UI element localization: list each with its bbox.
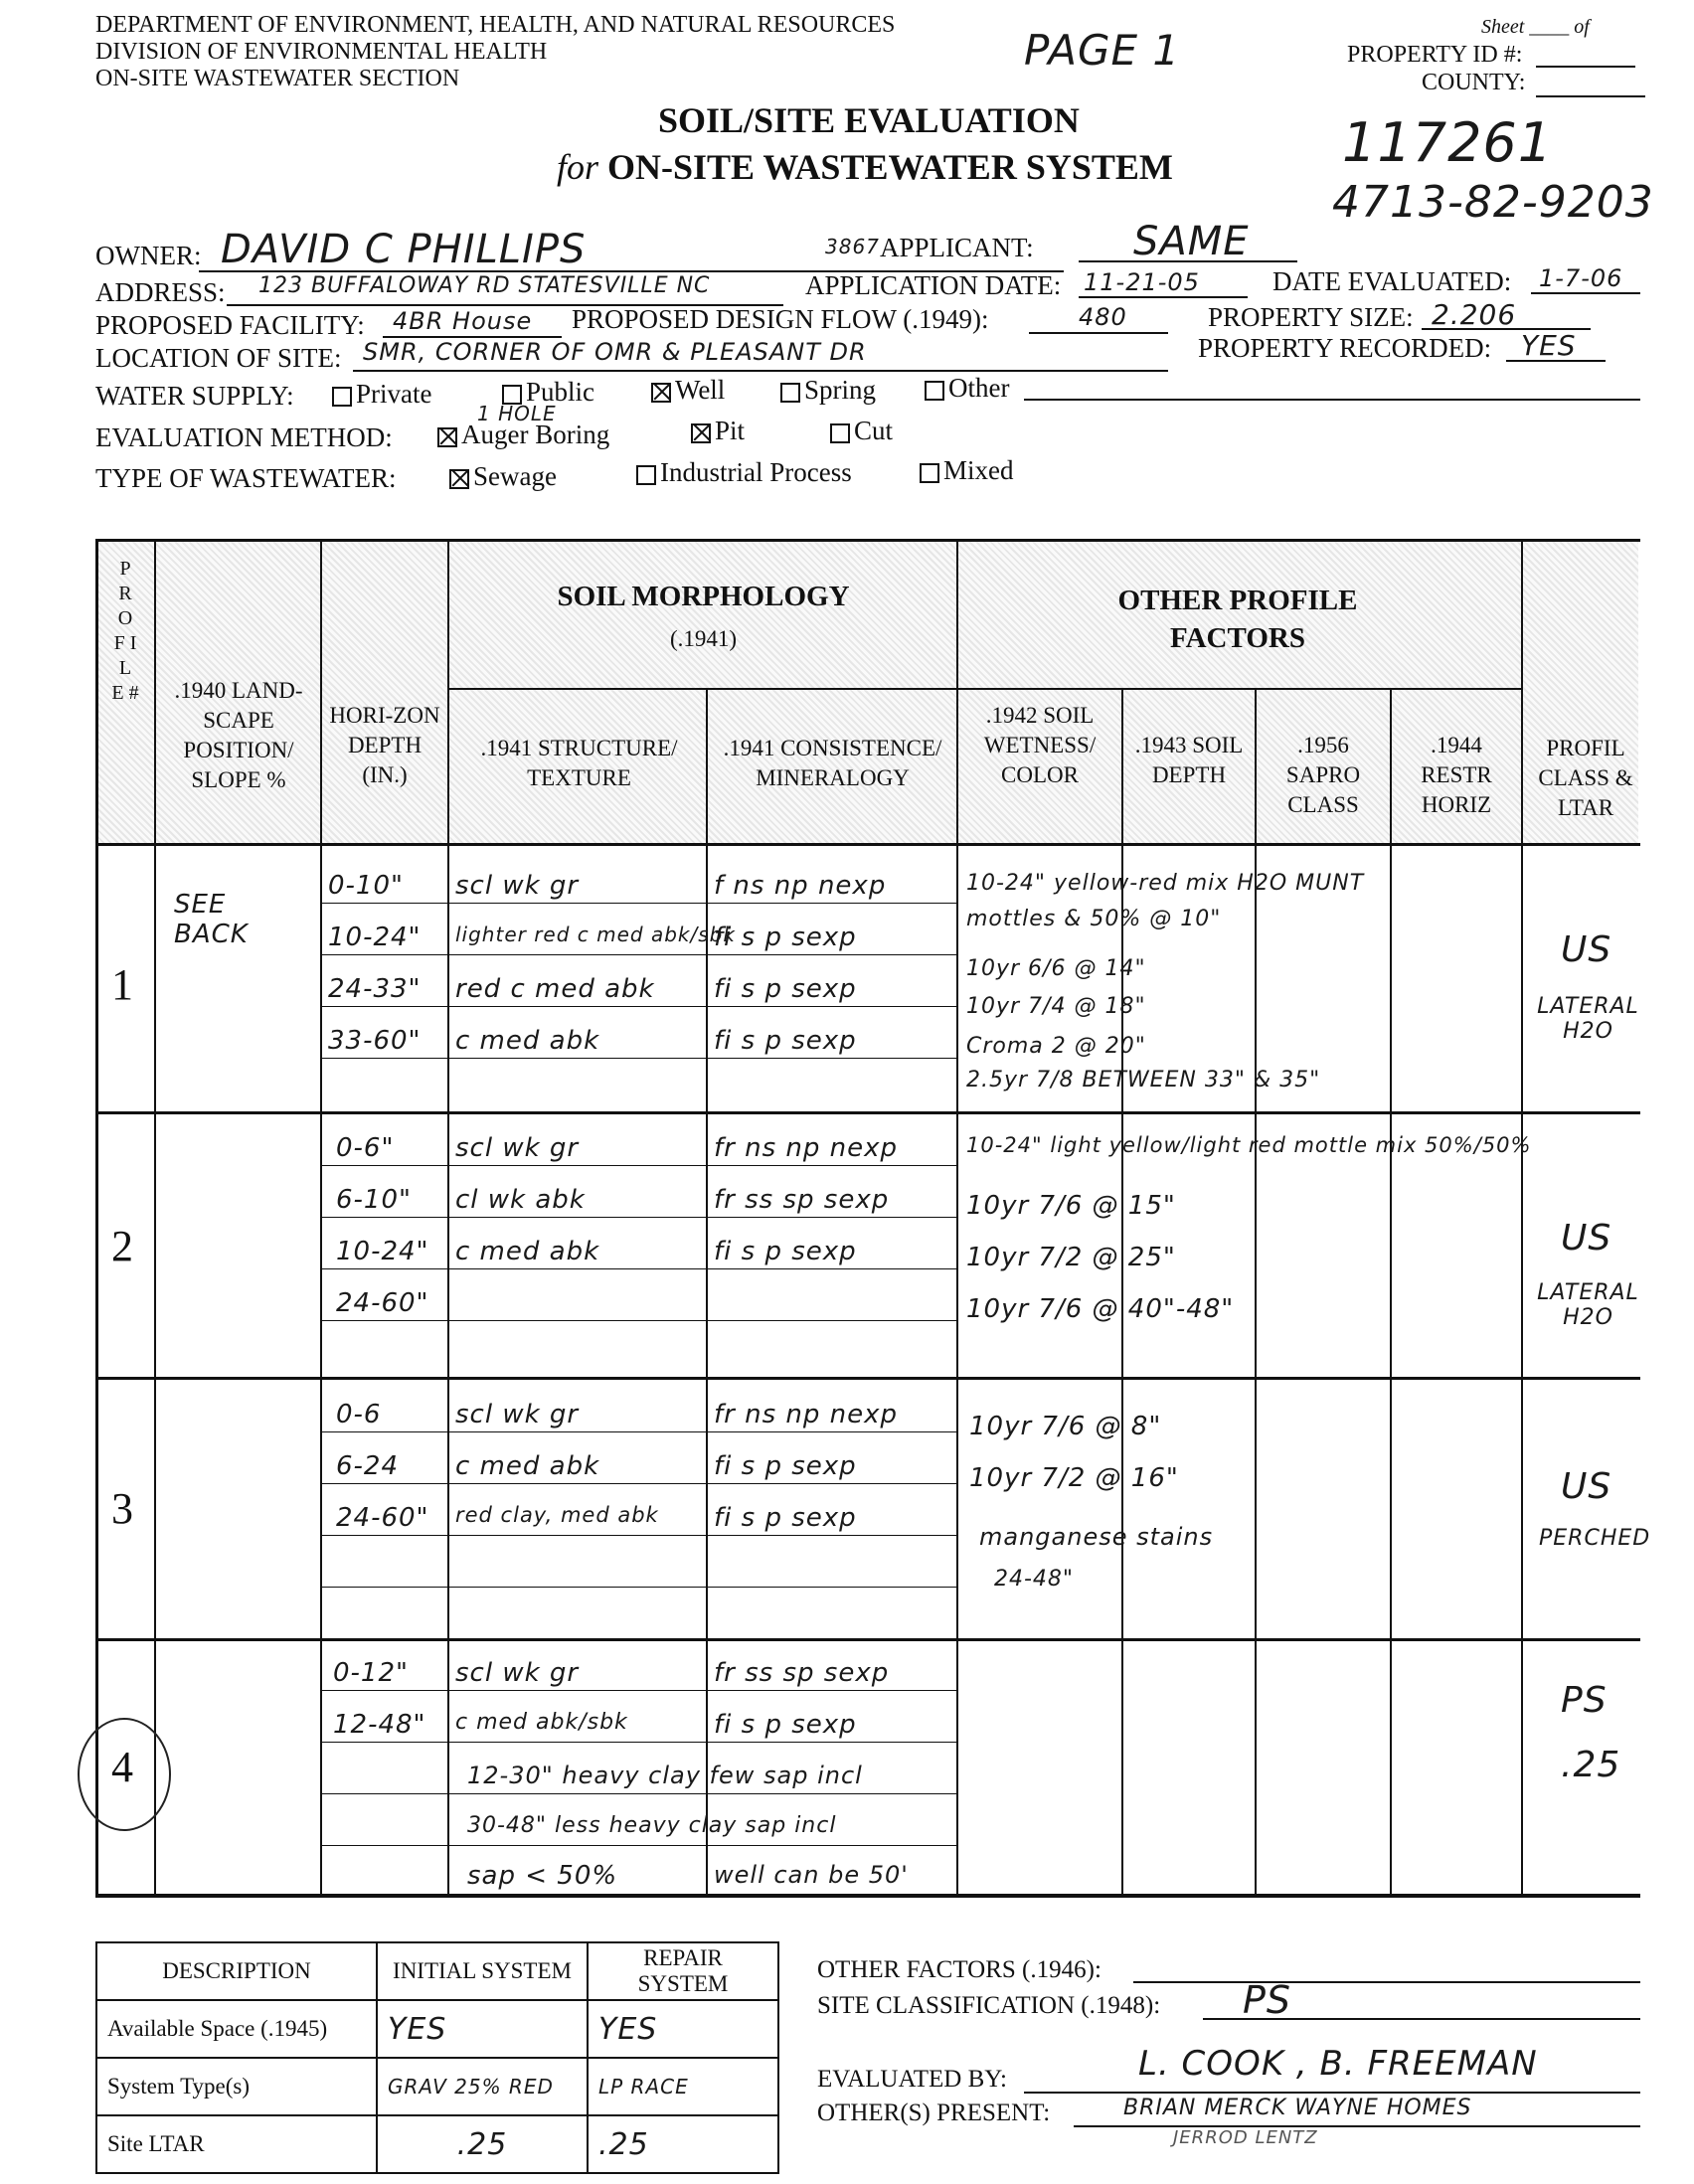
horizon-depth: 33-60" <box>328 1026 422 1056</box>
site-classification-label: SITE CLASSIFICATION (.1948): <box>817 1992 1161 2019</box>
restr-horiz-header: .1944 RESTR HORIZ <box>1421 733 1492 817</box>
structure-texture: scl wk gr <box>455 1133 580 1163</box>
page-note: PAGE 1 <box>1024 26 1181 75</box>
consistence: fi s p sexp <box>714 1710 857 1740</box>
checkbox-pit[interactable] <box>691 423 711 443</box>
profile-note: 12-30" heavy clay few sap incl <box>467 1762 863 1789</box>
consistence: fi s p sexp <box>714 1451 857 1481</box>
row-label: System Type(s) <box>96 2058 377 2115</box>
table-row <box>96 2115 778 2173</box>
other-factors-note: 10yr 7/6 @ 40"-48" <box>966 1294 1235 1324</box>
horizon-depth: 12-48" <box>333 1710 426 1740</box>
horizon-depth-header: HORI-ZON DEPTH (IN.) <box>329 703 440 787</box>
checkbox-spring[interactable] <box>780 383 800 403</box>
application-date-field[interactable]: 11-21-05 <box>1084 268 1200 296</box>
horizon-depth: 24-60" <box>336 1288 429 1318</box>
applicant-label: APPLICANT: <box>880 233 1034 262</box>
checkbox-mixed[interactable] <box>920 463 939 483</box>
landscape-header: .1940 LAND-SCAPE POSITION/ SLOPE % <box>174 678 303 792</box>
wastewater-mixed[interactable]: Mixed <box>920 455 1014 486</box>
checkbox-cut[interactable] <box>830 423 850 443</box>
form-title: SOIL/SITE EVALUATION <box>658 100 1080 140</box>
structure-texture: scl wk gr <box>455 871 580 901</box>
landscape-note: SEE BACK <box>174 890 249 949</box>
table-row <box>96 2058 778 2115</box>
profile-ltar: .25 <box>1561 1745 1621 1785</box>
initial-system-value[interactable]: .25 <box>377 2115 588 2173</box>
eval-method-auger[interactable]: Auger Boring <box>437 420 609 450</box>
profile-class-header: PROFIL CLASS & LTAR <box>1538 736 1633 820</box>
wastewater-label: TYPE OF WASTEWATER: <box>95 463 397 493</box>
department-heading <box>95 12 895 92</box>
profile-number: 4 <box>111 1743 133 1791</box>
other-factors-note: 10-24" yellow-red mix H2O MUNT <box>966 871 1365 896</box>
profile-class: US <box>1561 1466 1612 1507</box>
checkbox-well[interactable] <box>651 383 671 403</box>
system-summary-table <box>95 1941 779 2174</box>
eval-method-pit[interactable]: Pit <box>691 416 745 446</box>
location-field[interactable]: SMR, CORNER OF OMR & PLEASANT DR <box>363 338 867 366</box>
subtitle-for: for <box>557 147 599 187</box>
profile-number: 2 <box>111 1222 133 1270</box>
other-factors-note: 10yr 7/4 @ 18" <box>966 994 1146 1019</box>
evaluated-by-value[interactable]: L. COOK , B. FREEMAN <box>1138 2044 1538 2084</box>
circle-annotation <box>78 1718 171 1831</box>
others-present-label: OTHER(S) PRESENT: <box>817 2100 1051 2126</box>
eval-method-label: EVALUATION METHOD: <box>95 422 393 452</box>
wastewater-sewage[interactable]: Sewage <box>449 461 557 492</box>
other-factors-note: manganese stains <box>979 1523 1214 1551</box>
profile-note: 30-48" less heavy clay sap incl <box>467 1813 837 1838</box>
checkbox-other[interactable] <box>925 381 944 401</box>
water-supply-label: WATER SUPPLY: <box>95 381 294 411</box>
dept-line-3: ON-SITE WASTEWATER SECTION <box>95 66 460 91</box>
profile-number: 3 <box>111 1484 133 1533</box>
consistence: f ns np nexp <box>714 871 887 901</box>
profile-note: sap < 50% <box>467 1861 618 1891</box>
water-supply-private[interactable]: Private <box>332 379 431 410</box>
horizon-depth: 6-24 <box>336 1451 400 1481</box>
horizon-depth: 24-33" <box>328 974 422 1004</box>
consistence: fr ss sp sexp <box>714 1185 890 1215</box>
repair-system-value[interactable]: .25 <box>588 2115 778 2173</box>
profile-class: PS <box>1561 1680 1608 1721</box>
recorded-label: PROPERTY RECORDED: <box>1198 333 1492 363</box>
checkbox-sewage[interactable] <box>449 469 469 489</box>
consistence: fi s p sexp <box>714 974 857 1004</box>
initial-system-value[interactable]: GRAV 25% RED <box>377 2058 588 2115</box>
row-label: Site LTAR <box>96 2115 377 2173</box>
other-profile-factors-header: OTHER PROFILE FACTORS <box>1117 585 1358 654</box>
consistence: fr ss sp sexp <box>714 1658 890 1688</box>
consistence: fi s p sexp <box>714 1503 857 1533</box>
other-factors-note: 2.5yr 7/8 BETWEEN 33" & 35" <box>966 1068 1321 1092</box>
address-field[interactable]: 123 BUFFALOWAY RD STATESVILLE NC <box>258 273 711 298</box>
eval-method-cut[interactable]: Cut <box>830 416 893 446</box>
sapro-class-header: .1956 SAPRO CLASS <box>1285 733 1361 817</box>
row-label: Available Space (.1945) <box>96 2000 377 2058</box>
facility-label: PROPOSED FACILITY: <box>95 310 365 340</box>
structure-texture: c med abk/sbk <box>455 1710 628 1735</box>
consistence: fi s p sexp <box>714 923 857 952</box>
structure-texture: c med abk <box>455 1237 600 1266</box>
structure-texture: c med abk <box>455 1451 600 1481</box>
other-factors-note: Croma 2 @ 20" <box>966 1034 1146 1059</box>
consistence: fi s p sexp <box>714 1026 857 1056</box>
initial-system-header: INITIAL SYSTEM <box>377 1942 588 2000</box>
date-evaluated-label: DATE EVALUATED: <box>1272 266 1512 296</box>
profile-class: US <box>1561 929 1612 970</box>
checkbox-private[interactable] <box>332 387 352 407</box>
dept-line-2: DIVISION OF ENVIRONMENTAL HEALTH <box>95 39 548 65</box>
horizon-depth: 0-10" <box>328 871 404 901</box>
horizon-depth: 10-24" <box>328 923 422 952</box>
applicant-field[interactable]: SAME <box>1133 219 1250 264</box>
recorded-field[interactable]: YES <box>1521 329 1577 362</box>
dept-line-1: DEPARTMENT OF ENVIRONMENT, HEALTH, AND NATURAL RESOURCES <box>95 12 896 38</box>
water-supply-public[interactable]: Public <box>502 377 594 408</box>
checkbox-auger-boring[interactable] <box>437 427 457 447</box>
profile-ltar: LATERAL H2O <box>1537 994 1639 1044</box>
other-factors-note: 10yr 7/6 @ 8" <box>969 1412 1162 1441</box>
address-label: ADDRESS: <box>95 277 226 307</box>
structure-texture: cl wk abk <box>455 1185 586 1215</box>
other-factors-note: 24-48" <box>994 1567 1075 1592</box>
description-header: DESCRIPTION <box>96 1942 377 2000</box>
consistence: fi s p sexp <box>714 1237 857 1266</box>
consistence-mineralogy-header: .1941 CONSISTENCE/ MINERALOGY <box>723 736 942 790</box>
repair-system-value[interactable]: YES <box>588 2000 778 2058</box>
other-factors-note: 10yr 7/2 @ 16" <box>969 1463 1179 1493</box>
county-label: COUNTY: <box>1422 70 1526 95</box>
facility-field[interactable]: 4BR House <box>393 307 533 335</box>
owner-field[interactable]: DAVID C PHILLIPS <box>221 227 587 272</box>
handwritten-id-2: 4713-82-9203 <box>1332 177 1654 228</box>
profile-ltar: LATERAL H2O <box>1537 1280 1639 1330</box>
eval-method-note: 1 HOLE <box>477 402 557 425</box>
horizon-depth: 0-12" <box>333 1658 409 1688</box>
consistence: fr ns np nexp <box>714 1133 899 1163</box>
owner-label: OWNER: <box>95 241 202 270</box>
water-supply-other[interactable]: Other <box>925 373 1009 404</box>
profile-number: 1 <box>111 960 133 1009</box>
structure-texture: lighter red c med abk/sbk <box>455 923 736 946</box>
property-size-field[interactable]: 2.206 <box>1432 298 1517 331</box>
wastewater-industrial[interactable]: Industrial Process <box>636 457 852 488</box>
water-supply-spring[interactable]: Spring <box>780 375 876 406</box>
form-subtitle <box>557 146 1173 188</box>
horizon-depth: 6-10" <box>336 1185 412 1215</box>
profile-class: US <box>1561 1218 1612 1259</box>
evaluated-by-label: EVALUATED BY: <box>817 2066 1007 2093</box>
subtitle-text: ON-SITE WASTEWATER SYSTEM <box>607 147 1173 187</box>
others-present-value[interactable]: BRIAN MERCK WAYNE HOMES <box>1123 2096 1472 2120</box>
other-factors-note: mottles & 50% @ 10" <box>966 907 1222 931</box>
profile-number-header: P R O F I L E # <box>111 558 139 704</box>
horizon-depth: 24-60" <box>336 1503 429 1533</box>
location-label: LOCATION OF SITE: <box>95 343 342 373</box>
initial-system-value[interactable]: YES <box>377 2000 588 2058</box>
soil-morphology-header: SOIL MORPHOLOGY <box>557 581 850 612</box>
consistence: fr ns np nexp <box>714 1400 899 1429</box>
soil-morphology-code: (.1941) <box>669 626 738 651</box>
other-factors-note: 10-24" light yellow/light red mottle mix 50%/50% <box>966 1133 1532 1157</box>
application-date-label: APPLICATION DATE: <box>805 270 1062 300</box>
design-flow-field[interactable]: 480 <box>1079 303 1127 331</box>
property-size-label: PROPERTY SIZE: <box>1208 302 1414 332</box>
horizon-depth: 0-6 <box>336 1400 382 1429</box>
date-evaluated-field[interactable]: 1-7-06 <box>1539 264 1623 292</box>
repair-system-value[interactable]: LP RACE <box>588 2058 778 2115</box>
water-supply-well[interactable]: Well <box>651 375 725 406</box>
structure-texture: red c med abk <box>455 974 655 1004</box>
horizon-depth: 0-6" <box>336 1133 395 1163</box>
checkbox-industrial-process[interactable] <box>636 465 656 485</box>
repair-system-header: REPAIR SYSTEM <box>588 1942 778 2000</box>
structure-texture-header: .1941 STRUCTURE/ TEXTURE <box>480 736 678 790</box>
profile-ltar: PERCHED <box>1539 1526 1651 1551</box>
soil-wetness-header: .1942 SOIL WETNESS/ COLOR <box>983 703 1097 787</box>
site-classification-value[interactable]: PS <box>1243 1978 1292 2022</box>
profile-note: well can be 50' <box>714 1861 909 1889</box>
handwritten-id-1: 117261 <box>1342 111 1554 174</box>
sheet-label: Sheet ____ of <box>1481 16 1590 38</box>
property-id-label: PROPERTY ID #: <box>1347 42 1523 68</box>
structure-texture: c med abk <box>455 1026 600 1056</box>
design-flow-label: PROPOSED DESIGN FLOW (.1949): <box>572 304 989 334</box>
horizon-depth: 10-24" <box>336 1237 429 1266</box>
other-factors-note: 10yr 7/2 @ 25" <box>966 1243 1176 1272</box>
structure-texture: scl wk gr <box>455 1658 580 1688</box>
table-row <box>96 2000 778 2058</box>
other-factors-label: OTHER FACTORS (.1946): <box>817 1956 1101 1983</box>
structure-texture: red clay, med abk <box>455 1503 659 1527</box>
others-present-value-2: JERROD LENTZ <box>1173 2127 1318 2148</box>
structure-texture: scl wk gr <box>455 1400 580 1429</box>
other-factors-note: 10yr 6/6 @ 14" <box>966 956 1146 981</box>
other-factors-note: 10yr 7/6 @ 15" <box>966 1191 1176 1221</box>
owner-note: 3867 <box>825 235 880 258</box>
soil-depth-header: .1943 SOIL DEPTH <box>1134 733 1244 787</box>
